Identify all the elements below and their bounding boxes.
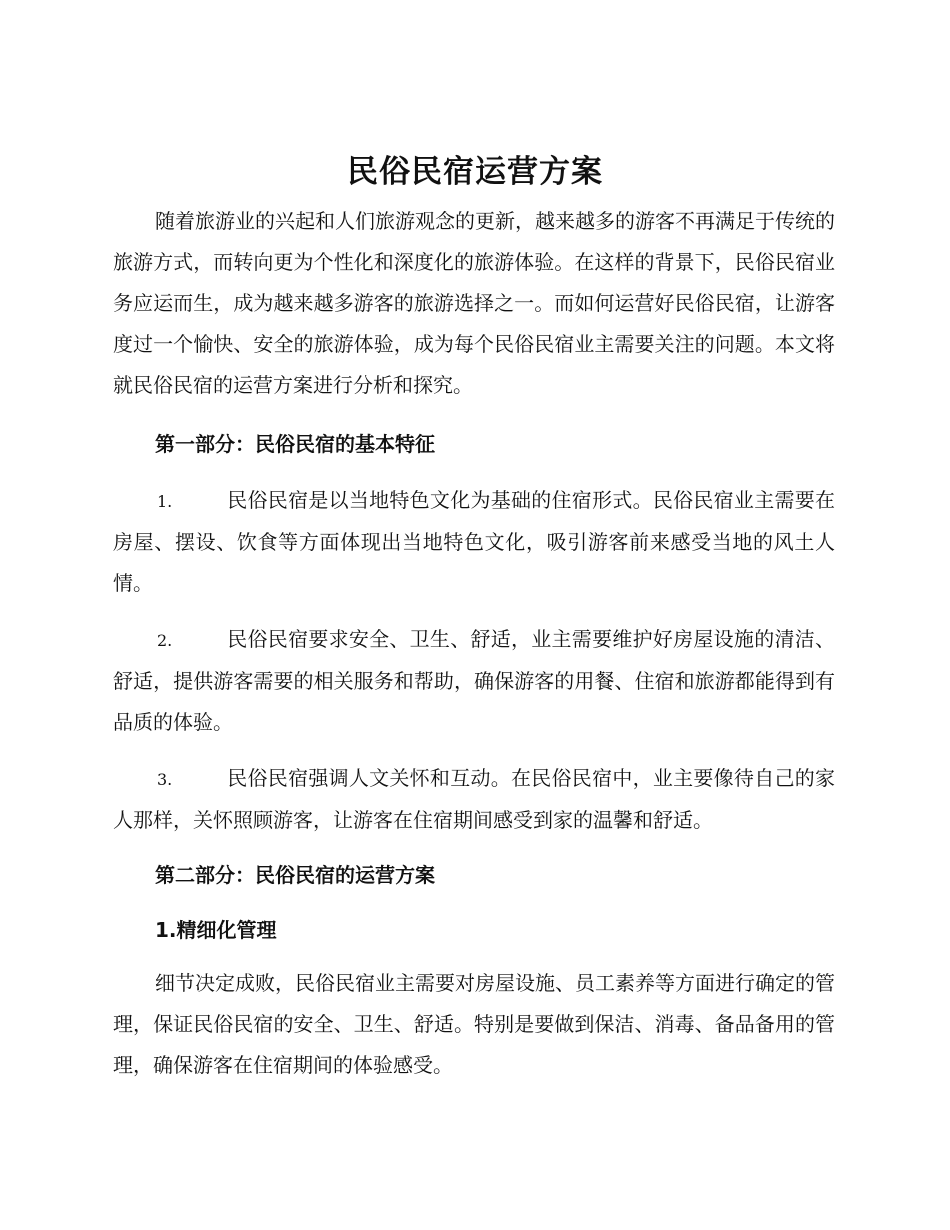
list-item <box>113 758 835 841</box>
list-item-text: 民俗民宿强调人文关怀和互动。在民俗民宿中，业主要像待自己的家人那样，关怀照顾游客，让游客在住宿期间感受到家的温馨和舒适。 <box>113 766 835 832</box>
subsection-heading: 1.精细化管理 <box>155 918 277 942</box>
section-heading-part1: 第一部分：民俗民宿的基本特征 <box>155 432 435 456</box>
list-item-number: 1. <box>157 492 173 511</box>
body-paragraph: 细节决定成败，民俗民宿业主需要对房屋设施、员工素养等方面进行确定的管理，保证民俗民宿的安全、卫生、舒适。特别是要做到保洁、消毒、备品备用的管理，确保游客在住宿期间的体验感受。 <box>113 971 835 1077</box>
list-item <box>113 480 835 604</box>
list-item-number: 2. <box>157 631 173 650</box>
section-heading-part2: 第二部分：民俗民宿的运营方案 <box>155 863 435 887</box>
list-item <box>113 619 835 743</box>
list-item-text: 民俗民宿要求安全、卫生、舒适，业主需要维护好房屋设施的清洁、舒适，提供游客需要的相关服务和帮助，确保游客的用餐、住宿和旅游都能得到有品质的体验。 <box>113 627 835 734</box>
document-title: 民俗民宿运营方案 <box>347 154 603 190</box>
list-item-number: 3. <box>157 770 173 789</box>
list-item-text: 民俗民宿是以当地特色文化为基础的住宿形式。民俗民宿业主需要在房屋、摆设、饮食等方面体现出当地特色文化，吸引游客前来感受当地的风土人情。 <box>113 488 835 595</box>
intro-paragraph: 随着旅游业的兴起和人们旅游观念的更新，越来越多的游客不再满足于传统的旅游方式，而转向更为个性化和深度化的旅游体验。在这样的背景下，民俗民宿业务应运而生，成为越来越多游客的旅游选择之一。而如何运营好民俗民宿，让游客度过一个愉快、安全的旅游体验，成为每个民俗民宿业主需要关注的问题。本文将就民俗民宿的运营方案进行分析和探究。 <box>113 209 835 397</box>
